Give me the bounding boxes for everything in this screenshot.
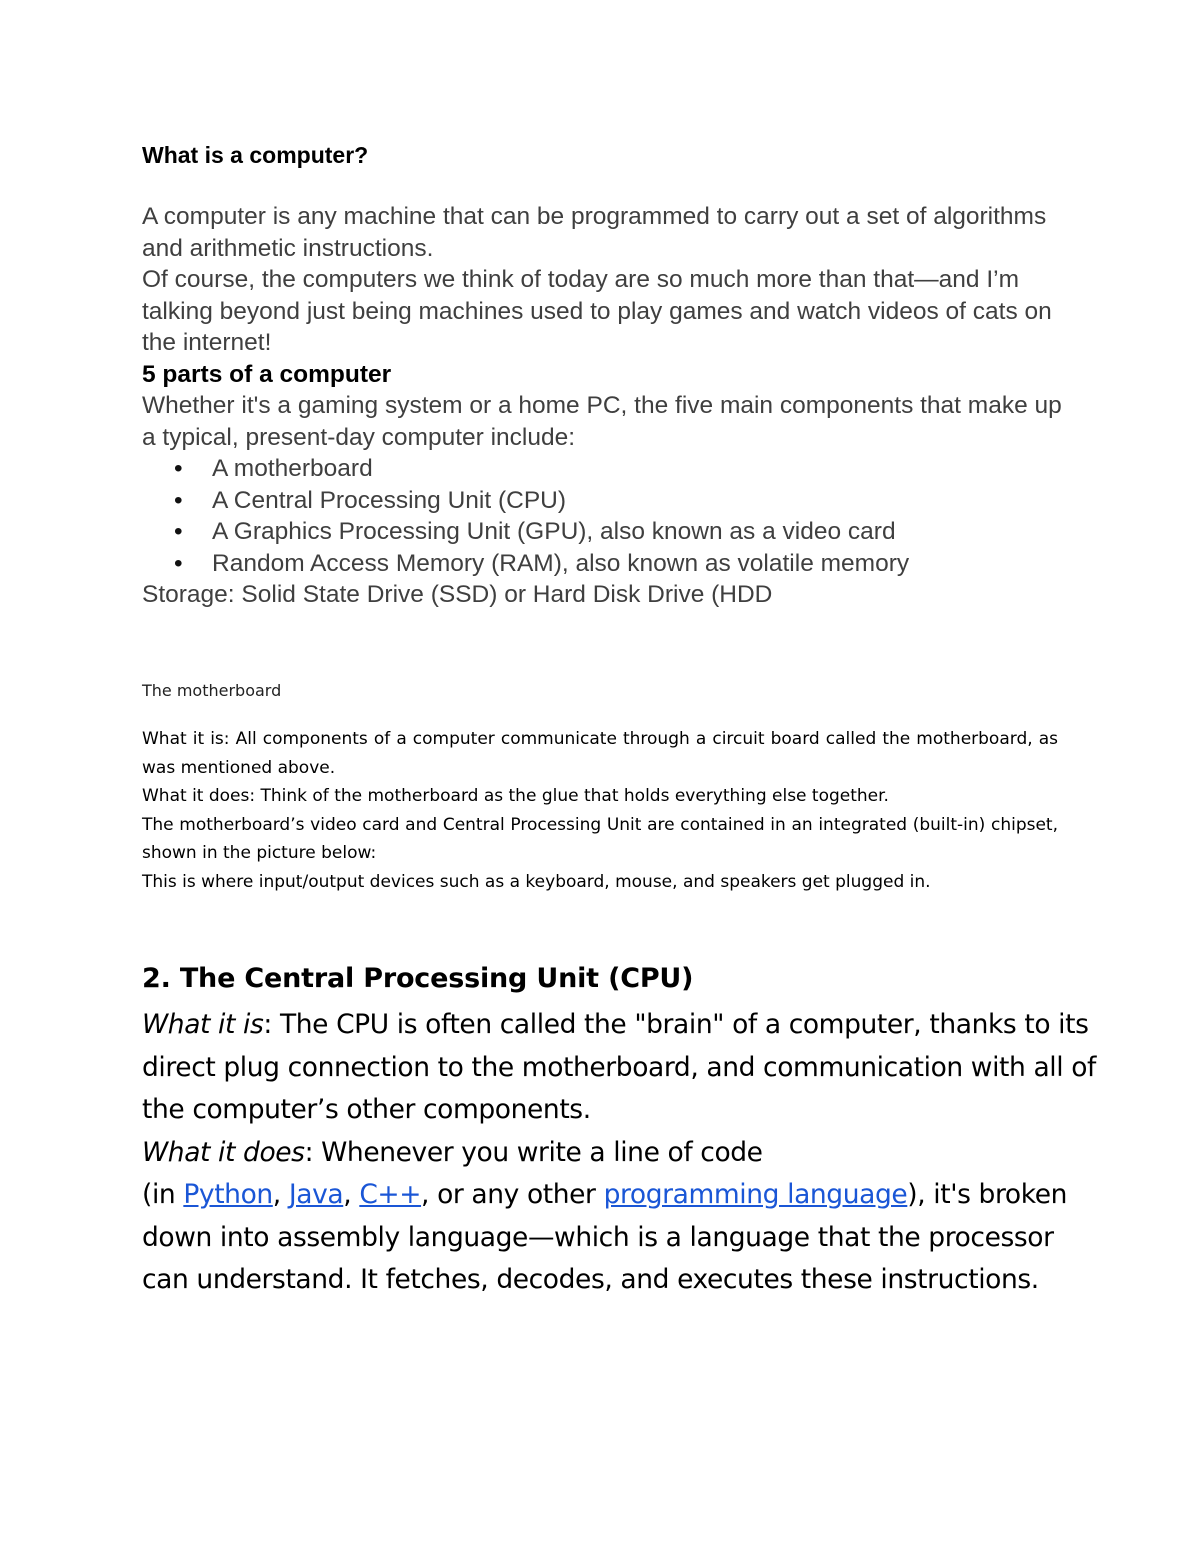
bullet-icon: • — [174, 486, 183, 514]
section-title: What is a computer? — [142, 142, 369, 168]
motherboard-io: This is where input/output devices such as a keyboard, mouse, and speakers get plugged in. — [142, 871, 931, 892]
motherboard-chipset: The motherboard’s video card and Central Processing Unit are contained in an integrated (built-in) chipset, shown in the picture below: — [142, 814, 1058, 864]
paren-open: (in — [142, 1179, 184, 1210]
motherboard-what-it-is: What it is: All components of a computer communicate through a circuit board called the motherboard, as was mentioned above. — [142, 729, 1058, 778]
list-item-text: A motherboard — [212, 455, 373, 482]
tail-text: ), it's broken down into assembly language—which is a language that the processor can understand. It fetches, decodes, and executes these instructions. — [142, 1179, 1067, 1295]
cpu-is-label: What it is — [142, 1009, 264, 1040]
cpu-what-it-is — [142, 1004, 1102, 1132]
separator: , — [343, 1179, 360, 1210]
cpp-link[interactable]: C++ — [359, 1179, 422, 1210]
cpu-heading: 2. The Central Processing Unit (CPU) — [142, 963, 694, 994]
storage-line: Storage: Solid State Drive (SSD) or Hard Disk Drive (HDD — [142, 581, 773, 608]
list-item — [142, 485, 1072, 517]
parts-intro: Whether it's a gaming system or a home PC, the five main components that make up a typical, present-day computer include: — [142, 392, 1062, 451]
programming-language-link[interactable]: programming language — [603, 1179, 908, 1210]
intro-line-2: Of course, the computers we think of today are so much more than that—and I’m talking beyond just being machines used to play games and watch videos of cats on the internet! — [142, 266, 1052, 356]
python-link[interactable]: Python — [183, 1179, 273, 1210]
cpu-block — [142, 1004, 1102, 1302]
cpu-does-text: : Whenever you write a line of code — [304, 1136, 763, 1168]
bullet-icon: • — [174, 549, 183, 577]
list-item — [142, 453, 1072, 485]
separator: , — [272, 1179, 289, 1210]
parts-list — [142, 453, 1072, 579]
bullet-icon: • — [174, 518, 183, 545]
intro-block — [142, 201, 1072, 611]
motherboard-what-it-does: What it does: Think of the motherboard as the glue that holds everything else together. — [142, 786, 889, 807]
intro-line-1: A computer is any machine that can be programmed to carry out a set of algorithms and arithmetic instructions. — [142, 203, 1047, 262]
motherboard-heading: The motherboard — [142, 681, 282, 700]
list-item — [142, 516, 1072, 548]
list-item — [142, 548, 1072, 580]
java-link[interactable]: Java — [288, 1179, 344, 1210]
bullet-icon: • — [174, 455, 183, 482]
motherboard-block — [142, 725, 1058, 897]
parts-heading: 5 parts of a computer — [142, 360, 392, 388]
list-item-text: A Graphics Processing Unit (GPU), also known as a video card — [212, 518, 896, 545]
cpu-what-it-does — [142, 1132, 1102, 1302]
cpu-is-text: : The CPU is often called the "brain" of a computer, thanks to its direct plug connection to the motherboard, and communication with all of the computer’s other components. — [142, 1009, 1096, 1125]
list-item-text: A Central Processing Unit (CPU) — [212, 486, 567, 514]
list-item-text: Random Access Memory (RAM), also known as volatile memory — [212, 549, 910, 577]
mid-text: , or any other — [421, 1179, 604, 1210]
cpu-does-label: What it does — [142, 1136, 305, 1168]
